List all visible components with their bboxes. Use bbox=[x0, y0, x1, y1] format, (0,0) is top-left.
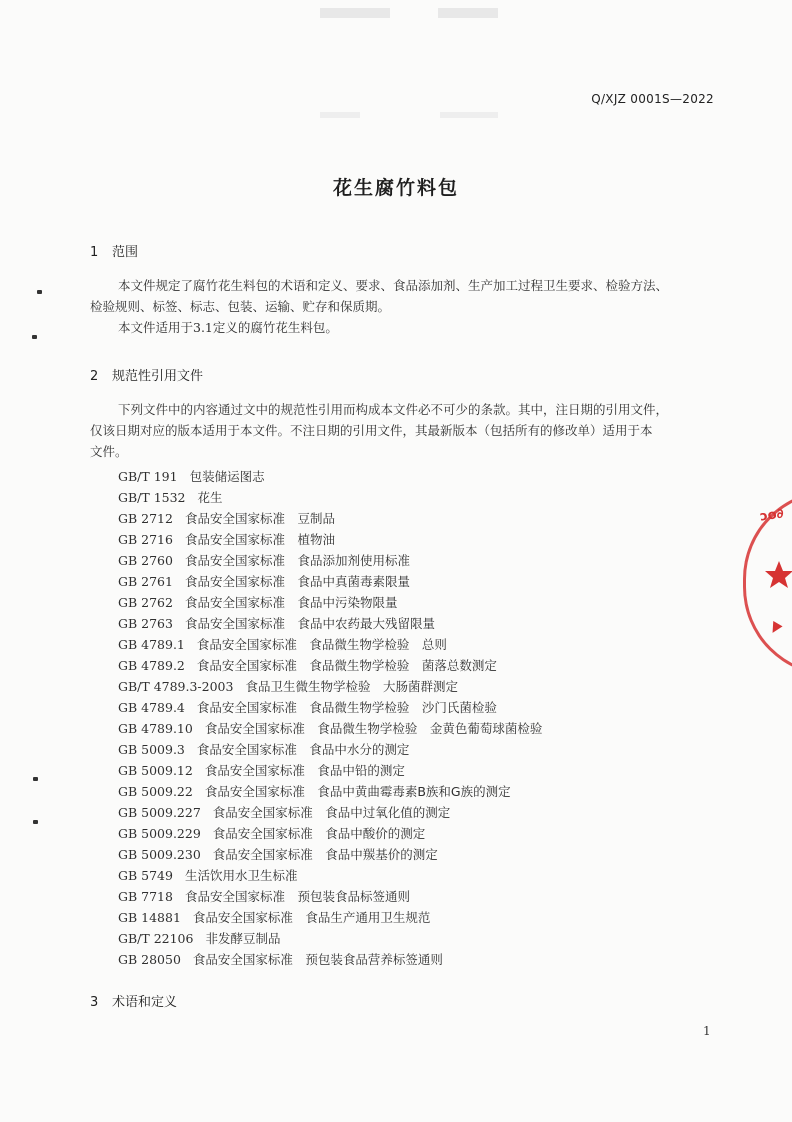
reference-item bbox=[118, 550, 542, 571]
standard-name: 食品安全国家标准 食品中真菌毒素限量 bbox=[184, 574, 410, 589]
standard-name: 食品安全国家标准 食品中酸价的测定 bbox=[212, 826, 426, 841]
standard-code: GB/T 1532 bbox=[118, 490, 186, 505]
scope-paragraph-2 bbox=[90, 317, 720, 338]
scope-paragraph-1-cont bbox=[90, 296, 720, 317]
section-heading-2 bbox=[90, 365, 203, 384]
standard-name: 食品安全国家标准 食品中黄曲霉毒素B族和G族的测定 bbox=[204, 784, 511, 799]
reference-item bbox=[118, 697, 542, 718]
document-title: 花生腐竹料包 bbox=[332, 177, 459, 199]
standard-name: 食品安全国家标准 预包装食品标签通则 bbox=[184, 889, 410, 904]
scan-speck bbox=[32, 335, 37, 339]
standard-code: GB 2716 bbox=[118, 532, 173, 547]
standard-code: GB 4789.10 bbox=[118, 721, 193, 736]
section-number: 3 bbox=[90, 995, 99, 1010]
scope-line: 本文件规定了腐竹花生料包的术语和定义、要求、食品添加剂、生产加工过程卫生要求、检验方法、 bbox=[118, 278, 669, 293]
standard-name: 生活饮用水卫生标准 bbox=[184, 868, 298, 883]
standard-name: 非发酵豆制品 bbox=[205, 931, 281, 946]
seal-text-fragment: ɔo∂ bbox=[759, 506, 785, 525]
standard-name: 食品安全国家标准 食品生产通用卫生规范 bbox=[192, 910, 431, 925]
standard-name: 食品安全国家标准 植物油 bbox=[184, 532, 335, 547]
standard-code: GB 4789.2 bbox=[118, 658, 185, 673]
reference-item bbox=[118, 865, 542, 886]
reference-item bbox=[118, 613, 542, 634]
reference-item bbox=[118, 781, 542, 802]
reference-item bbox=[118, 571, 542, 592]
reference-item bbox=[118, 508, 542, 529]
standard-code: GB 5749 bbox=[118, 868, 173, 883]
section-heading-1 bbox=[90, 241, 138, 260]
standard-code: GB 5009.12 bbox=[118, 763, 193, 778]
faint-header-mark bbox=[320, 8, 390, 18]
reference-item bbox=[118, 844, 542, 865]
standard-name: 食品安全国家标准 食品中铅的测定 bbox=[204, 763, 405, 778]
section-title: 范围 bbox=[112, 245, 139, 260]
refs-intro-line-2 bbox=[90, 420, 720, 441]
faint-header-mark bbox=[438, 8, 498, 18]
reference-item bbox=[118, 655, 542, 676]
reference-item bbox=[118, 529, 542, 550]
scan-speck bbox=[33, 820, 38, 824]
scan-speck bbox=[33, 777, 38, 781]
standard-code: GB 2760 bbox=[118, 553, 173, 568]
standard-code: GB 5009.22 bbox=[118, 784, 193, 799]
document-code: Q/XJZ 0001S—2022 bbox=[591, 92, 714, 106]
scope-paragraph-1 bbox=[90, 275, 720, 296]
section-title: 规范性引用文件 bbox=[112, 369, 204, 384]
reference-item bbox=[118, 592, 542, 613]
standard-name: 食品安全国家标准 预包装食品营养标签通则 bbox=[192, 952, 443, 967]
scope-line: 本文件适用于3.1定义的腐竹花生料包。 bbox=[118, 320, 338, 335]
standard-code: GB 28050 bbox=[118, 952, 181, 967]
seal-star-icon bbox=[764, 560, 792, 590]
faint-header-mark bbox=[440, 112, 498, 118]
standard-code: GB 5009.230 bbox=[118, 847, 201, 862]
standard-code: GB 5009.229 bbox=[118, 826, 201, 841]
refs-intro-line-3 bbox=[90, 441, 720, 462]
standard-name: 食品安全国家标准 食品中羰基价的测定 bbox=[212, 847, 438, 862]
standard-name: 食品安全国家标准 食品中污染物限量 bbox=[184, 595, 398, 610]
reference-item bbox=[118, 823, 542, 844]
refs-intro-text: 下列文件中的内容通过文中的规范性引用而构成本文件必不可少的条款。其中，注日期的引用文件， bbox=[118, 402, 669, 417]
standard-name: 食品安全国家标准 食品微生物学检验 沙门氏菌检验 bbox=[196, 700, 497, 715]
refs-intro-text: 仅该日期对应的版本适用于本文件。不注日期的引用文件，其最新版本（包括所有的修改单）适用于本 bbox=[90, 423, 653, 438]
reference-item bbox=[118, 928, 542, 949]
standard-code: GB 7718 bbox=[118, 889, 173, 904]
reference-item bbox=[118, 739, 542, 760]
standard-code: GB 4789.1 bbox=[118, 637, 185, 652]
standard-code: GB/T 191 bbox=[118, 469, 178, 484]
section-number: 1 bbox=[90, 245, 99, 260]
reference-item bbox=[118, 949, 542, 970]
standard-name: 食品安全国家标准 食品微生物学检验 金黄色葡萄球菌检验 bbox=[204, 721, 543, 736]
standard-name: 花生 bbox=[197, 490, 223, 505]
standard-name: 食品安全国家标准 食品微生物学检验 菌落总数测定 bbox=[196, 658, 497, 673]
standard-code: GB/T 4789.3-2003 bbox=[118, 679, 234, 694]
standard-code: GB 5009.3 bbox=[118, 742, 185, 757]
standard-name: 包装储运图志 bbox=[189, 469, 265, 484]
reference-item bbox=[118, 802, 542, 823]
standard-code: GB 14881 bbox=[118, 910, 181, 925]
standard-name: 食品安全国家标准 食品添加剂使用标准 bbox=[184, 553, 410, 568]
standard-name: 食品安全国家标准 食品中过氧化值的测定 bbox=[212, 805, 451, 820]
reference-item bbox=[118, 487, 542, 508]
standard-code: GB 4789.4 bbox=[118, 700, 185, 715]
section-title: 术语和定义 bbox=[112, 995, 178, 1010]
standard-name: 食品卫生微生物学检验 大肠菌群测定 bbox=[245, 679, 458, 694]
seal-text-fragment: ▼ bbox=[766, 618, 785, 638]
standard-name: 食品安全国家标准 食品中农药最大残留限量 bbox=[184, 616, 435, 631]
standard-code: GB/T 22106 bbox=[118, 931, 194, 946]
section-heading-3 bbox=[90, 991, 177, 1010]
faint-header-mark bbox=[320, 112, 360, 118]
reference-item bbox=[118, 718, 542, 739]
reference-item bbox=[118, 760, 542, 781]
standard-code: GB 2761 bbox=[118, 574, 173, 589]
section-number: 2 bbox=[90, 369, 99, 384]
standard-code: GB 2712 bbox=[118, 511, 173, 526]
standard-name: 食品安全国家标准 豆制品 bbox=[184, 511, 335, 526]
reference-item bbox=[118, 466, 542, 487]
standard-code: GB 5009.227 bbox=[118, 805, 201, 820]
refs-intro-text: 文件。 bbox=[90, 444, 128, 459]
standard-name: 食品安全国家标准 食品微生物学检验 总则 bbox=[196, 637, 447, 652]
scan-speck bbox=[37, 290, 42, 294]
standard-code: GB 2762 bbox=[118, 595, 173, 610]
reference-item bbox=[118, 886, 542, 907]
reference-list bbox=[118, 466, 542, 970]
reference-item bbox=[118, 907, 542, 928]
standard-code: GB 2763 bbox=[118, 616, 173, 631]
reference-item bbox=[118, 634, 542, 655]
reference-item bbox=[118, 676, 542, 697]
refs-intro-line-1 bbox=[90, 399, 720, 420]
page-number: 1 bbox=[703, 1024, 711, 1038]
standard-name: 食品安全国家标准 食品中水分的测定 bbox=[196, 742, 410, 757]
scope-line: 检验规则、标签、标志、包装、运输、贮存和保质期。 bbox=[90, 299, 391, 314]
